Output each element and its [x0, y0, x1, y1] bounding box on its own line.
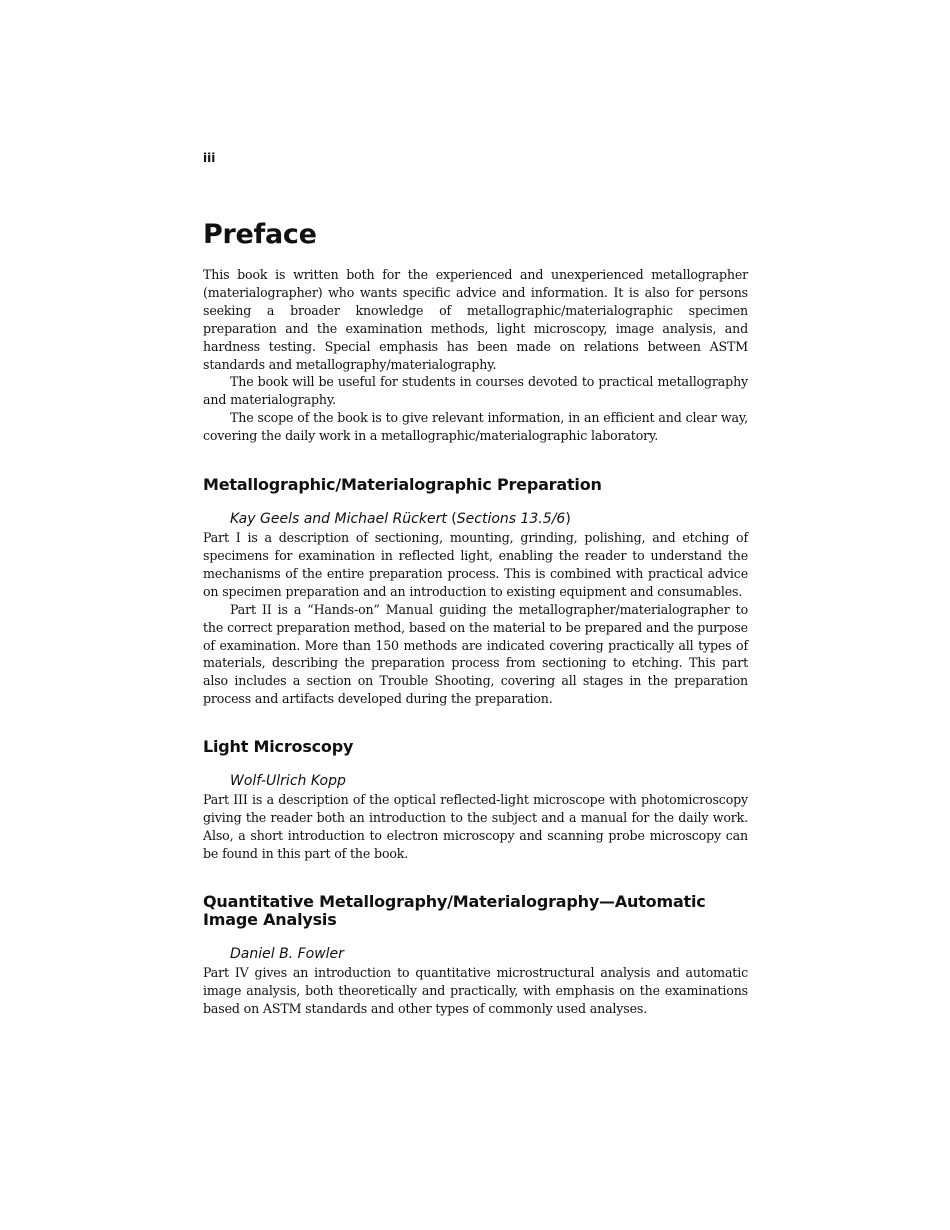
section-heading: [203, 893, 748, 929]
section-preparation: [203, 476, 748, 708]
author-note-open-paren: (: [451, 511, 457, 528]
section-heading: Metallographic/Materialographic Preparation: [203, 475, 602, 495]
author-note-close-paren: ): [565, 511, 571, 528]
section-quantitative: [203, 893, 748, 1018]
author-names: Kay Geels and Michael Rückert: [230, 511, 447, 528]
section-author: [230, 510, 748, 528]
section-paragraph-1: Part IV gives an introduction to quantitative microstructural analysis and automatic image analysis, both theoretically and practically, with emphasis on the examinations based on ASTM standards and other types of commonly used analyses.: [203, 964, 748, 1016]
page-number: iii: [203, 151, 216, 165]
section-author: Wolf-Ulrich Kopp: [230, 773, 346, 790]
intro-section: [203, 266, 748, 445]
section-heading-line-2: Image Analysis: [203, 909, 337, 929]
document-page: [203, 150, 748, 1017]
section-light-microscopy: [203, 738, 748, 863]
section-heading: Light Microscopy: [203, 737, 354, 757]
intro-paragraph-1: This book is written both for the experienced and unexperienced metallographer (materialographer) who wants specific advice and information. It is also for persons seeking a broader knowledge of metallographic/materialographic specimen preparation and the examination methods, light microscopy, image analysis, and hardness testing. Special emphasis has been made on relations between ASTM standards and metallography/materialography.: [203, 267, 748, 372]
intro-paragraph-2: The book will be useful for students in courses devoted to practical metallography and materialography.: [203, 374, 748, 408]
section-paragraph-1: Part I is a description of sectioning, mounting, grinding, polishing, and etching of specimens for examination in reflected light, enabling the reader to understand the mechanisms of the entire preparation process. This is combined with practical advice on specimen preparation and an introduction to existing equipment and consumables.: [203, 530, 748, 599]
page-title: Preface: [203, 219, 317, 250]
section-heading-line-1: Quantitative Metallography/Materialography—Automatic: [203, 891, 706, 911]
author-note: Sections 13.5/6: [456, 511, 566, 528]
section-author: Daniel B. Fowler: [230, 945, 344, 962]
intro-paragraph-3: The scope of the book is to give relevant information, in an efficient and clear way, covering the daily work in a metallographic/materialographic laboratory.: [203, 410, 748, 444]
section-paragraph-2: Part II is a “Hands-on” Manual guiding the metallographer/materialographer to the correct preparation method, based on the material to be prepared and the purpose of examination. More than 150 methods are indicated covering practically all types of materials, describing the preparation process from sectioning to etching. This part also includes a section on Trouble Shooting, covering all stages in the preparation process and artifacts developed during the preparation.: [203, 601, 748, 707]
section-paragraph-1: Part III is a description of the optical reflected-light microscope with photomicroscopy giving the reader both an introduction to the subject and a manual for the daily work. Also, a short introduction to electron microscopy and scanning probe microscopy can be found in this part of the book.: [203, 792, 748, 861]
